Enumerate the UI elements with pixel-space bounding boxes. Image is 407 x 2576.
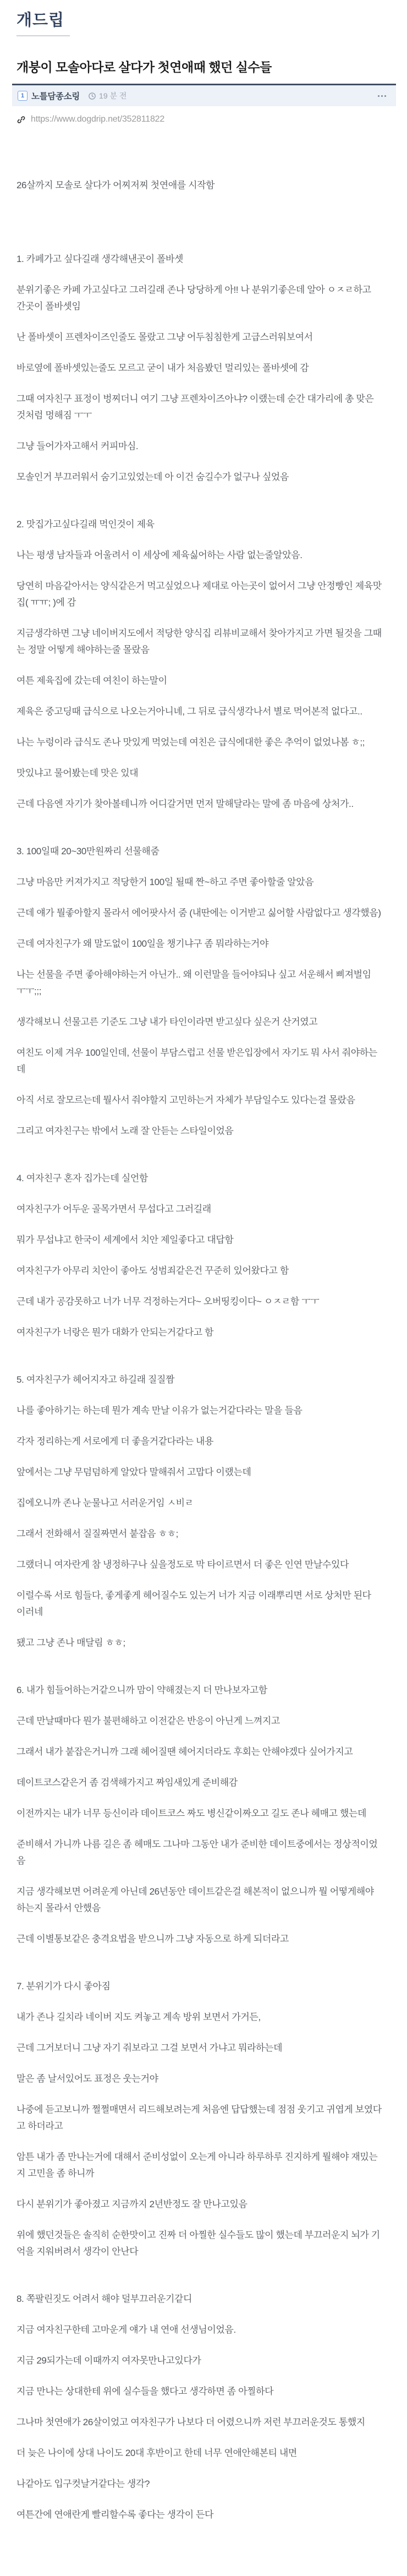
author-level-icon: 1 — [18, 91, 28, 101]
post-paragraph: 여튼 제육집에 갔는데 여친이 하는말이 — [16, 675, 167, 686]
posted-time-wrap — [88, 90, 127, 101]
post-paragraph: 난 폴바셋이 프렌차이즈인줄도 몰랐고 그냥 어두침침한게 고급스러워보여서 — [16, 332, 313, 342]
section-heading: 4. 여자친구 혼자 집가는데 실언함 — [16, 1173, 148, 1183]
section-heading: 8. 쪽팔린짓도 어려서 해야 덜부끄러운기같디 — [16, 2294, 193, 2304]
post-paragraph: 다시 분위기가 좋아졌고 지금까지 2년반정도 잘 만나고있음 — [16, 2199, 248, 2209]
post-paragraph: 준비해서 가니까 나름 길은 좀 헤매도 그나마 그동안 내가 준비한 데이트중에서는 정상적이었음 — [16, 1839, 378, 1866]
post-paragraph: 당연히 마음같아서는 양식같은거 먹고싶었으나 제대로 아는곳이 없어서 그냥 안정빵인 제육맛집( ㅠㅠ; )에 감 — [16, 581, 382, 608]
post-paragraph: 앞에서는 그냥 무덤덤하게 알았다 말해줘서 고맙다 이랬는데 — [16, 1467, 251, 1477]
post-paragraph: 그때 여자친구 표정이 벙찌더니 여기 그냥 프렌차이즈아냐? 이랬는데 순간 대가리에 총 맞은것처럼 멍해짐 ㅜㅜ — [16, 394, 374, 421]
post-paragraph: 지금 여자친구한테 고마운게 얘가 내 연애 선생님이었음. — [16, 2324, 236, 2335]
post-paragraph: 지금 29되가는데 이때까지 여자못만나고있다가 — [16, 2355, 201, 2366]
post-paragraph: 그냥 들어가자고해서 커피마심. — [16, 441, 139, 451]
clock-icon — [88, 92, 96, 100]
post-paragraph: 데이트코스같은거 좀 검색해가지고 짜임새있게 준비해감 — [16, 1777, 238, 1788]
section-heading: 1. 카페가고 싶다길래 생각해낸곳이 폴바셋 — [16, 254, 184, 264]
post-paragraph: 아직 서로 잘모르는데 뭘사서 줘야할지 고민하는거 자체가 부담일수도 있다는걸 몰랐음 — [16, 1095, 355, 1105]
post-paragraph: 여자친구가 어두운 골목가면서 무섭다고 그러길래 — [16, 1204, 211, 1214]
post-paragraph: 모솔인거 부끄러워서 숨기고있었는데 아 이건 숨길수가 없구나 싶었음 — [16, 472, 289, 482]
post-paragraph: 근데 내가 공감못하고 너가 너무 걱정하는거다~ 오버띵킹이다~ ㅇㅈㄹ함 ㅜㅜ — [16, 1296, 320, 1307]
post-paragraph: 집에오니까 존나 눈물나고 서러운거임 ㅅ비ㄹ — [16, 1498, 194, 1508]
post-paragraph: 나는 평생 남자들과 어울려서 이 세상에 제육싫어하는 사람 없는줄알았음. — [16, 550, 302, 560]
section-heading: 5. 여자친구가 헤어지자고 하길래 질질짬 — [16, 1374, 175, 1385]
post-paragraph: 26살까지 모솔로 살다가 어찌저찌 첫연애를 시작함 — [16, 180, 215, 190]
more-options-button[interactable] — [377, 92, 387, 100]
post-paragraph: 그랬더니 여자란게 참 냉정하구나 싶을정도로 막 타이르면서 더 좋은 인연 만날수있다 — [16, 1559, 349, 1570]
post-paragraph: 근데 이별통보같은 충격요법을 받으니까 그냥 자동으로 하게 되더라고 — [16, 1934, 289, 1944]
post-paragraph: 말은 좀 날서있어도 표정은 웃는거야 — [16, 2073, 158, 2084]
section-heading: 6. 내가 힘들어하는거같으니까 맘이 약해졌는지 더 만나보자고함 — [16, 1685, 267, 1695]
post-paragraph: 암튼 내가 좀 만나는거에 대해서 준비성없이 오는게 아니라 하루하루 진지하게 뭘해야 재밌는지 고민을 좀 하니까 — [16, 2152, 378, 2179]
site-header — [12, 8, 396, 36]
more-options-icon — [381, 95, 383, 97]
post-paragraph: 나는 선물을 주면 좋아해야하는거 아닌가.. 왜 이런말을 들어야되나 싶고 서운해서 삐져벌임 ㅜㅜ;;; — [16, 969, 371, 996]
post-paragraph: 제육은 중고딩때 급식으로 나오는거아니녜, 그 뒤로 급식생각나서 별로 먹어본적 없다고.. — [16, 706, 362, 717]
post-paragraph: 위에 했던것들은 솔직히 순한맛이고 진짜 더 아찔한 실수들도 많이 했는데 부끄러운지 뇌가 기억을 지워버려서 생각이 안난다 — [16, 2230, 380, 2257]
post-paragraph: 지금 만나는 상대한테 위에 실수들을 했다고 생각하면 좀 아찔하다 — [16, 2386, 274, 2397]
post-paragraph: 그리고 여자친구는 밖에서 노래 잘 안듣는 스타일이었음 — [16, 1126, 234, 1136]
more-options-icon — [384, 95, 386, 97]
post-paragraph: 이전까지는 내가 너무 등신이라 데이트코스 짜도 병신같이짜오고 길도 존나 헤매고 했는데 — [16, 1808, 367, 1819]
post-paragraph: 여자친구가 너랑은 뭔가 대화가 안되는거같다고 함 — [16, 1327, 214, 1338]
link-icon — [16, 115, 26, 124]
post-paragraph: 이럴수록 서로 힘들다, 좋게좋게 헤어질수도 있는거 너가 지금 이래뿌리면 서로 상처만 된다 이러네 — [16, 1590, 371, 1617]
post-paragraph: 나는 누렁이라 급식도 존나 맛있게 먹었는데 여친은 급식에대한 좋은 추억이 없었나봄 ㅎ;; — [16, 737, 365, 747]
post-paragraph: 생각해보니 선물고른 기준도 그냥 내가 타인이라면 받고싶다 싶은거 산거였고 — [16, 1017, 318, 1027]
post-paragraph: 지금생각하면 그냥 네이버지도에서 적당한 양식집 리뷰비교해서 찾아가지고 가면 될것을 그때는 정말 어떻게 해야하는줄 몰랐음 — [16, 628, 382, 655]
post-paragraph: 그래서 전화해서 질질짜면서 붙잡음 ㅎㅎ; — [16, 1529, 178, 1539]
more-options-icon — [378, 95, 380, 97]
post-paragraph: 바로옆에 폴바셋있는줄도 모르고 굳이 내가 처음봤던 멀리있는 폴바셋에 감 — [16, 363, 309, 373]
post-url[interactable]: https://www.dogdrip.net/352811822 — [31, 114, 165, 124]
post-paragraph: 그래서 내가 붙잡은거니까 그래 헤어질땐 헤어지더라도 후회는 안해야겠다 싶어가지고 — [16, 1747, 353, 1757]
section-heading: 3. 100일때 20~30만원짜리 선물해줌 — [16, 846, 160, 856]
post-paragraph: 나같아도 입구컷날거같다는 생각? — [16, 2479, 150, 2489]
post-title: 개붕이 모솔아다로 살다가 첫연애때 했던 실수들 — [16, 60, 272, 74]
post-meta-bar — [12, 84, 396, 106]
post-paragraph: 근데 얘가 뭘좋아할지 몰라서 에어팟사서 줌 (내딴에는 이거받고 싫어할 사람없다고 생각했음) — [16, 908, 381, 918]
post-paragraph: 여친도 이제 겨우 100일인데, 선물이 부담스럽고 선물 받은입장에서 자기도 뭐 사서 줘야하는데 — [16, 1047, 377, 1074]
site-logo[interactable]: 개드립 — [16, 8, 70, 36]
post-paragraph: 근데 여자친구가 왜 말도없이 100일을 챙기냐구 좀 뭐라하는거야 — [16, 938, 268, 949]
post-url-row — [16, 114, 396, 124]
post-paragraph: 됐고 그냥 존나 매달림 ㅎㅎ; — [16, 1638, 125, 1648]
post-paragraph: 여자친구가 아무리 치안이 좋아도 성범죄같은건 꾸준히 있어왔다고 함 — [16, 1265, 289, 1276]
post-paragraph: 지금 생각해보면 어려운게 아닌데 26년동안 데이트같은걸 해본적이 없으니까 뭘 어떻게해야하는지 몰라서 안했음 — [16, 1886, 374, 1913]
author-name[interactable]: 노틀담종소링 — [31, 92, 80, 101]
section-heading: 7. 분위기가 다시 좋아짐 — [16, 1981, 111, 1991]
post-paragraph: 근데 그거보더니 그냥 자기 줘보라고 그걸 보면서 가냐고 뭐라하는데 — [16, 2043, 283, 2053]
post-paragraph: 내가 존나 길치라 네이버 지도 켜놓고 계속 방위 보면서 가거든, — [16, 2012, 261, 2022]
post-paragraph: 더 늦은 나이에 상대 나이도 20대 후반이고 한데 너무 연애안해본티 내면 — [16, 2448, 297, 2458]
post-paragraph: 근데 다음엔 자기가 찾아볼테니까 어디갈거면 먼저 말해달라는 말에 좀 마음에 상처가.. — [16, 799, 354, 809]
post-paragraph: 각자 정리하는게 서로에게 더 좋을거같다라는 내용 — [16, 1436, 214, 1447]
posted-time: 19 분 전 — [99, 91, 127, 100]
post-paragraph: 그나마 첫연애가 26살이었고 여자친구가 나보다 더 어렸으니까 저런 부끄러운것도 통했지 — [16, 2417, 365, 2427]
post-paragraph: 그냥 마음만 커져가지고 적당한거 100일 될때 짠~하고 주면 좋아할줄 알았음 — [16, 877, 314, 887]
post-paragraph: 나를 좋아하기는 하는데 뭔가 계속 만날 이유가 없는거같다라는 말을 들음 — [16, 1405, 302, 1416]
post-body — [12, 177, 396, 2523]
post-paragraph: 분위기좋은 카페 가고싶다고 그러길래 존나 당당하게 아!! 나 분위기좋은데 알아 ㅇㅈㄹ하고 간곳이 폴바셋임 — [16, 285, 371, 312]
post-paragraph: 뭐가 무섭냐고 한국이 세계에서 치안 제일좋다고 대답함 — [16, 1235, 234, 1245]
post-paragraph: 여튼간에 연애란게 빨리할수록 좋다는 생각이 든다 — [16, 2509, 214, 2520]
section-heading: 2. 맛집가고싶다길래 먹인것이 제육 — [16, 519, 155, 530]
post-paragraph: 나중에 듣고보니까 쩔쩔매면서 리드해보려는게 처음엔 답답했는데 점점 웃기고 귀엽게 보였다고 하더라고 — [16, 2104, 382, 2131]
post-paragraph: 맛있냐고 물어봤는데 맛은 있대 — [16, 768, 139, 778]
post-paragraph: 근데 만날때마다 뭔가 불편해하고 이전같은 반응이 아닌게 느껴지고 — [16, 1716, 280, 1726]
